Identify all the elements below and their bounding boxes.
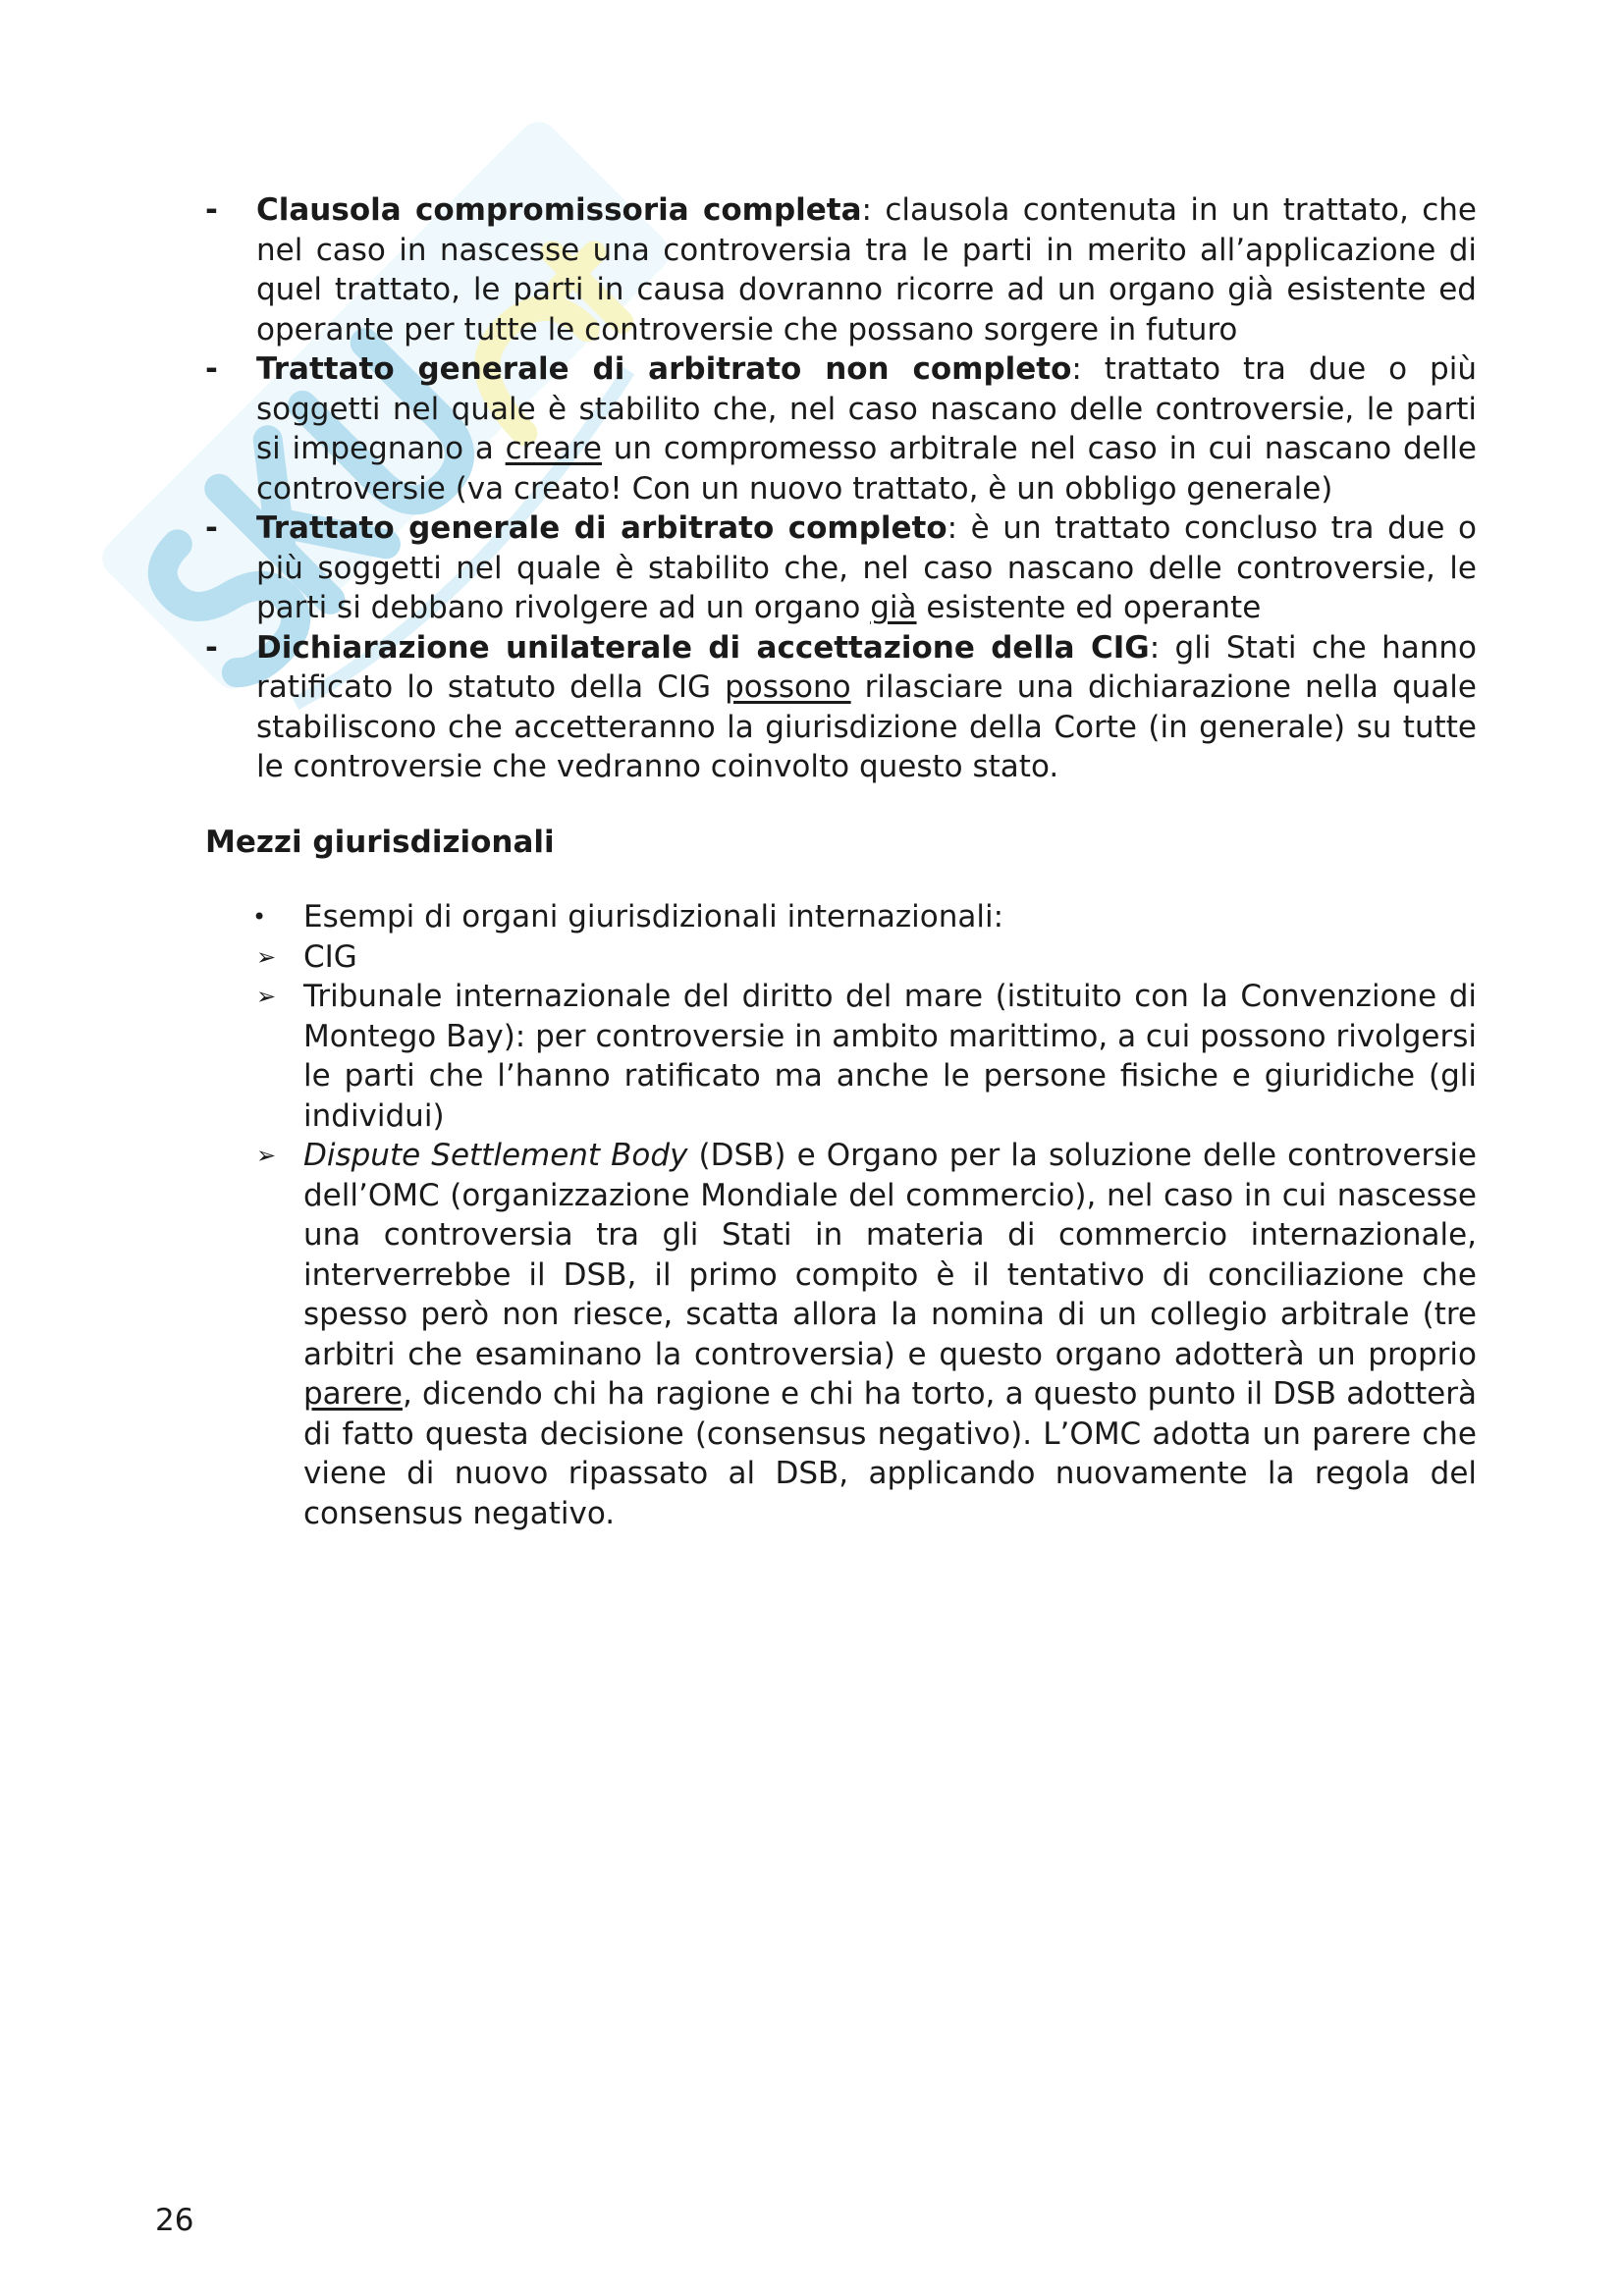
definitions-list: [205, 190, 1477, 787]
definition-term: Trattato generale di arbitrato non completo: [256, 351, 1072, 387]
underlined-word: possono: [725, 669, 851, 705]
definition-text: : gli Stati che hanno ratificato lo statuto della CIG: [256, 629, 1477, 705]
definition-text: : trattato tra due o più soggetti nel quale è stabilito che, nel caso nascano delle controversie, le parti si impegnano a: [256, 351, 1477, 466]
definition-term: Dichiarazione unilaterale di accettazione della CIG: [256, 629, 1150, 666]
organ-italic-name: Dispute Settlement Body: [303, 1138, 688, 1173]
dash-marker: -: [205, 629, 218, 666]
section-heading: Mezzi giurisdizionali: [205, 824, 555, 860]
definition-text: : clausola contenuta in un trattato, che nel caso in nascesse una controversia tra le parti in merito all’applicazione di quel trattato, le parti in causa dovranno ricorre ad un organo già esistente ed operante per tutte le controversie che possano sorgere in futuro: [256, 192, 1477, 347]
definition-text: un compromesso arbitrale nel caso in cui nascano delle controversie (va creato! Con un nuovo trattato, è un obbligo generale): [256, 431, 1477, 507]
dash-marker: -: [205, 192, 218, 228]
definition-text: esistente ed operante: [916, 590, 1262, 625]
organ-item: [205, 977, 1477, 1136]
organ-item: [205, 1136, 1477, 1533]
definition-item: [205, 628, 1477, 787]
definition-text: rilasciare una dichiarazione nella quale stabiliscono che accetteranno la giurisdizione della Corte (in generale) su tutte le controversie che vedranno coinvolto questo stato.: [256, 669, 1477, 784]
organ-text: CIG: [303, 938, 357, 975]
definition-item: [205, 190, 1477, 349]
arrow-marker: ➢: [256, 942, 277, 971]
definition-text: : è un trattato concluso tra due o più soggetti nel quale è stabilito che, nel caso nascano delle controversie, le parti si debbano rivolgere ad un organo: [256, 510, 1478, 625]
bullet-item: [205, 897, 1477, 937]
definition-term: Trattato generale di arbitrato completo: [256, 510, 947, 546]
organ-item: [205, 937, 1477, 978]
organs-list: [205, 937, 1477, 1534]
arrow-marker: ➢: [256, 1142, 277, 1169]
document-body: [205, 190, 1477, 1533]
underlined-word: parere: [303, 1376, 403, 1412]
dash-marker: -: [205, 351, 218, 387]
definition-item: [205, 508, 1477, 628]
definition-term: Clausola compromissoria completa: [256, 192, 862, 228]
bullet-text: Esempi di organi giurisdizionali internazionali:: [303, 899, 1004, 934]
definition-item: [205, 349, 1477, 508]
underlined-word: già: [870, 590, 917, 625]
arrow-marker: ➢: [256, 983, 277, 1010]
organ-text: Tribunale internazionale del diritto del mare (istituito con la Convenzione di Montego Bay): per controversie in ambito marittimo, a cui possono rivolgersi le parti che l’hanno ratificato ma anche le persone fisiche e giuridiche (gli individui): [303, 979, 1477, 1134]
bullet-marker: •: [252, 903, 267, 931]
page-number: 26: [155, 2203, 194, 2238]
organ-text: (DSB) e Organo per la soluzione delle controversie dell’OMC (organizzazione Mondiale del commercio), nel caso in cui nascesse una controversia tra gli Stati in materia di commercio internazionale, interverrebbe il DSB, il primo compito è il tentativo di conciliazione che spesso però non riesce, scatta allora la nomina di un collegio arbitrale (tre arbitri che esaminano la controversia) e questo organo adotterà un proprio: [303, 1138, 1478, 1372]
organ-text: , dicendo chi ha ragione e chi ha torto, a questo punto il DSB adotterà di fatto questa decisione (consensus negativo). L’OMC adotta un parere che viene di nuovo ripassato al DSB, applicando nuovamente la regola del consensus negativo.: [303, 1376, 1477, 1531]
dash-marker: -: [205, 510, 218, 546]
underlined-word: creare: [505, 431, 602, 466]
